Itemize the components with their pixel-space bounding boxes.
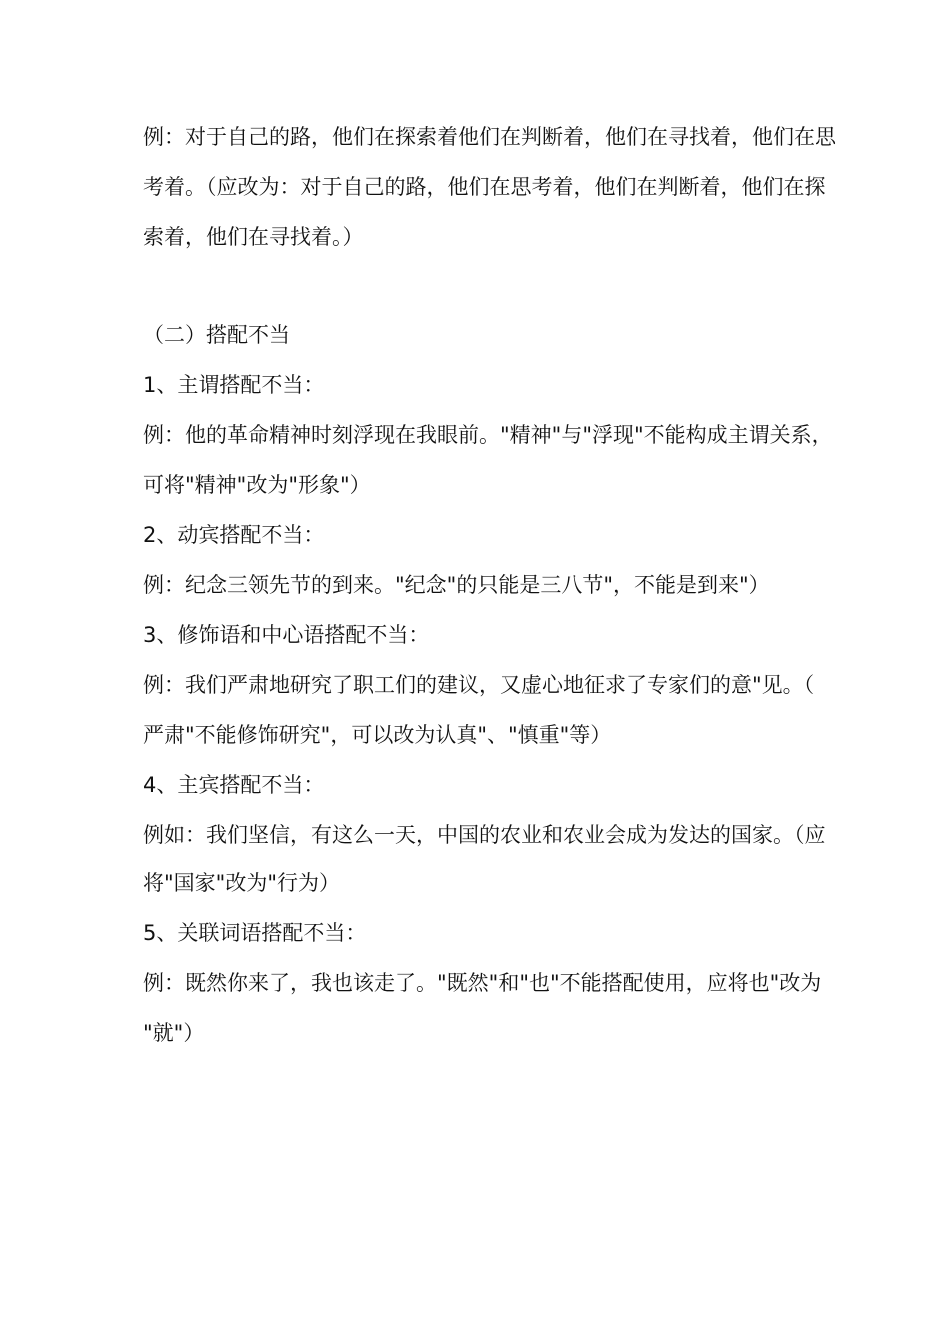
item-2-line-1: 例：纪念三领先节的到来。"纪念"的只能是三八节"，不能是到来"） [143, 573, 770, 597]
item-heading-4: 4、主宾搭配不当： [143, 773, 325, 797]
item-1-line-1: 例：他的革命精神时刻浮现在我眼前。"精神"与"浮现"不能构成主谓关系， [143, 423, 833, 447]
intro-example-line-1: 例：对于自己的路，他们在探索着他们在判断着，他们在寻找着，他们在思 [143, 125, 836, 149]
intro-example-line-2: 考着。（应改为：对于自己的路，他们在思考着，他们在判断着，他们在探 [143, 175, 826, 199]
item-4-line-1: 例如：我们坚信，有这么一天，中国的农业和农业会成为发达的国家。（应 [143, 823, 826, 847]
item-3-line-1: 例：我们严肃地研究了职工们的建议，又虚心地征求了专家们的意"见。（ [143, 673, 815, 697]
item-3-line-2: 严肃"不能修饰研究"，可以改为认真"、"慎重"等） [143, 723, 612, 747]
item-5-line-1: 例：既然你来了，我也该走了。"既然"和"也"不能搭配使用，应将也"改为 [143, 971, 822, 995]
item-heading-3: 3、修饰语和中心语搭配不当： [143, 623, 430, 647]
item-1-line-2: 可将"精神"改为"形象"） [143, 473, 371, 497]
item-4-line-2: 将"国家"改为"行为） [143, 871, 340, 895]
item-heading-5: 5、关联词语搭配不当： [143, 921, 367, 945]
intro-example-line-3: 索着，他们在寻找着。） [143, 225, 364, 249]
item-5-line-2: "就"） [143, 1021, 205, 1045]
section-heading: （二）搭配不当 [143, 323, 290, 347]
item-heading-2: 2、动宾搭配不当： [143, 523, 325, 547]
item-heading-1: 1、主谓搭配不当： [143, 373, 325, 397]
